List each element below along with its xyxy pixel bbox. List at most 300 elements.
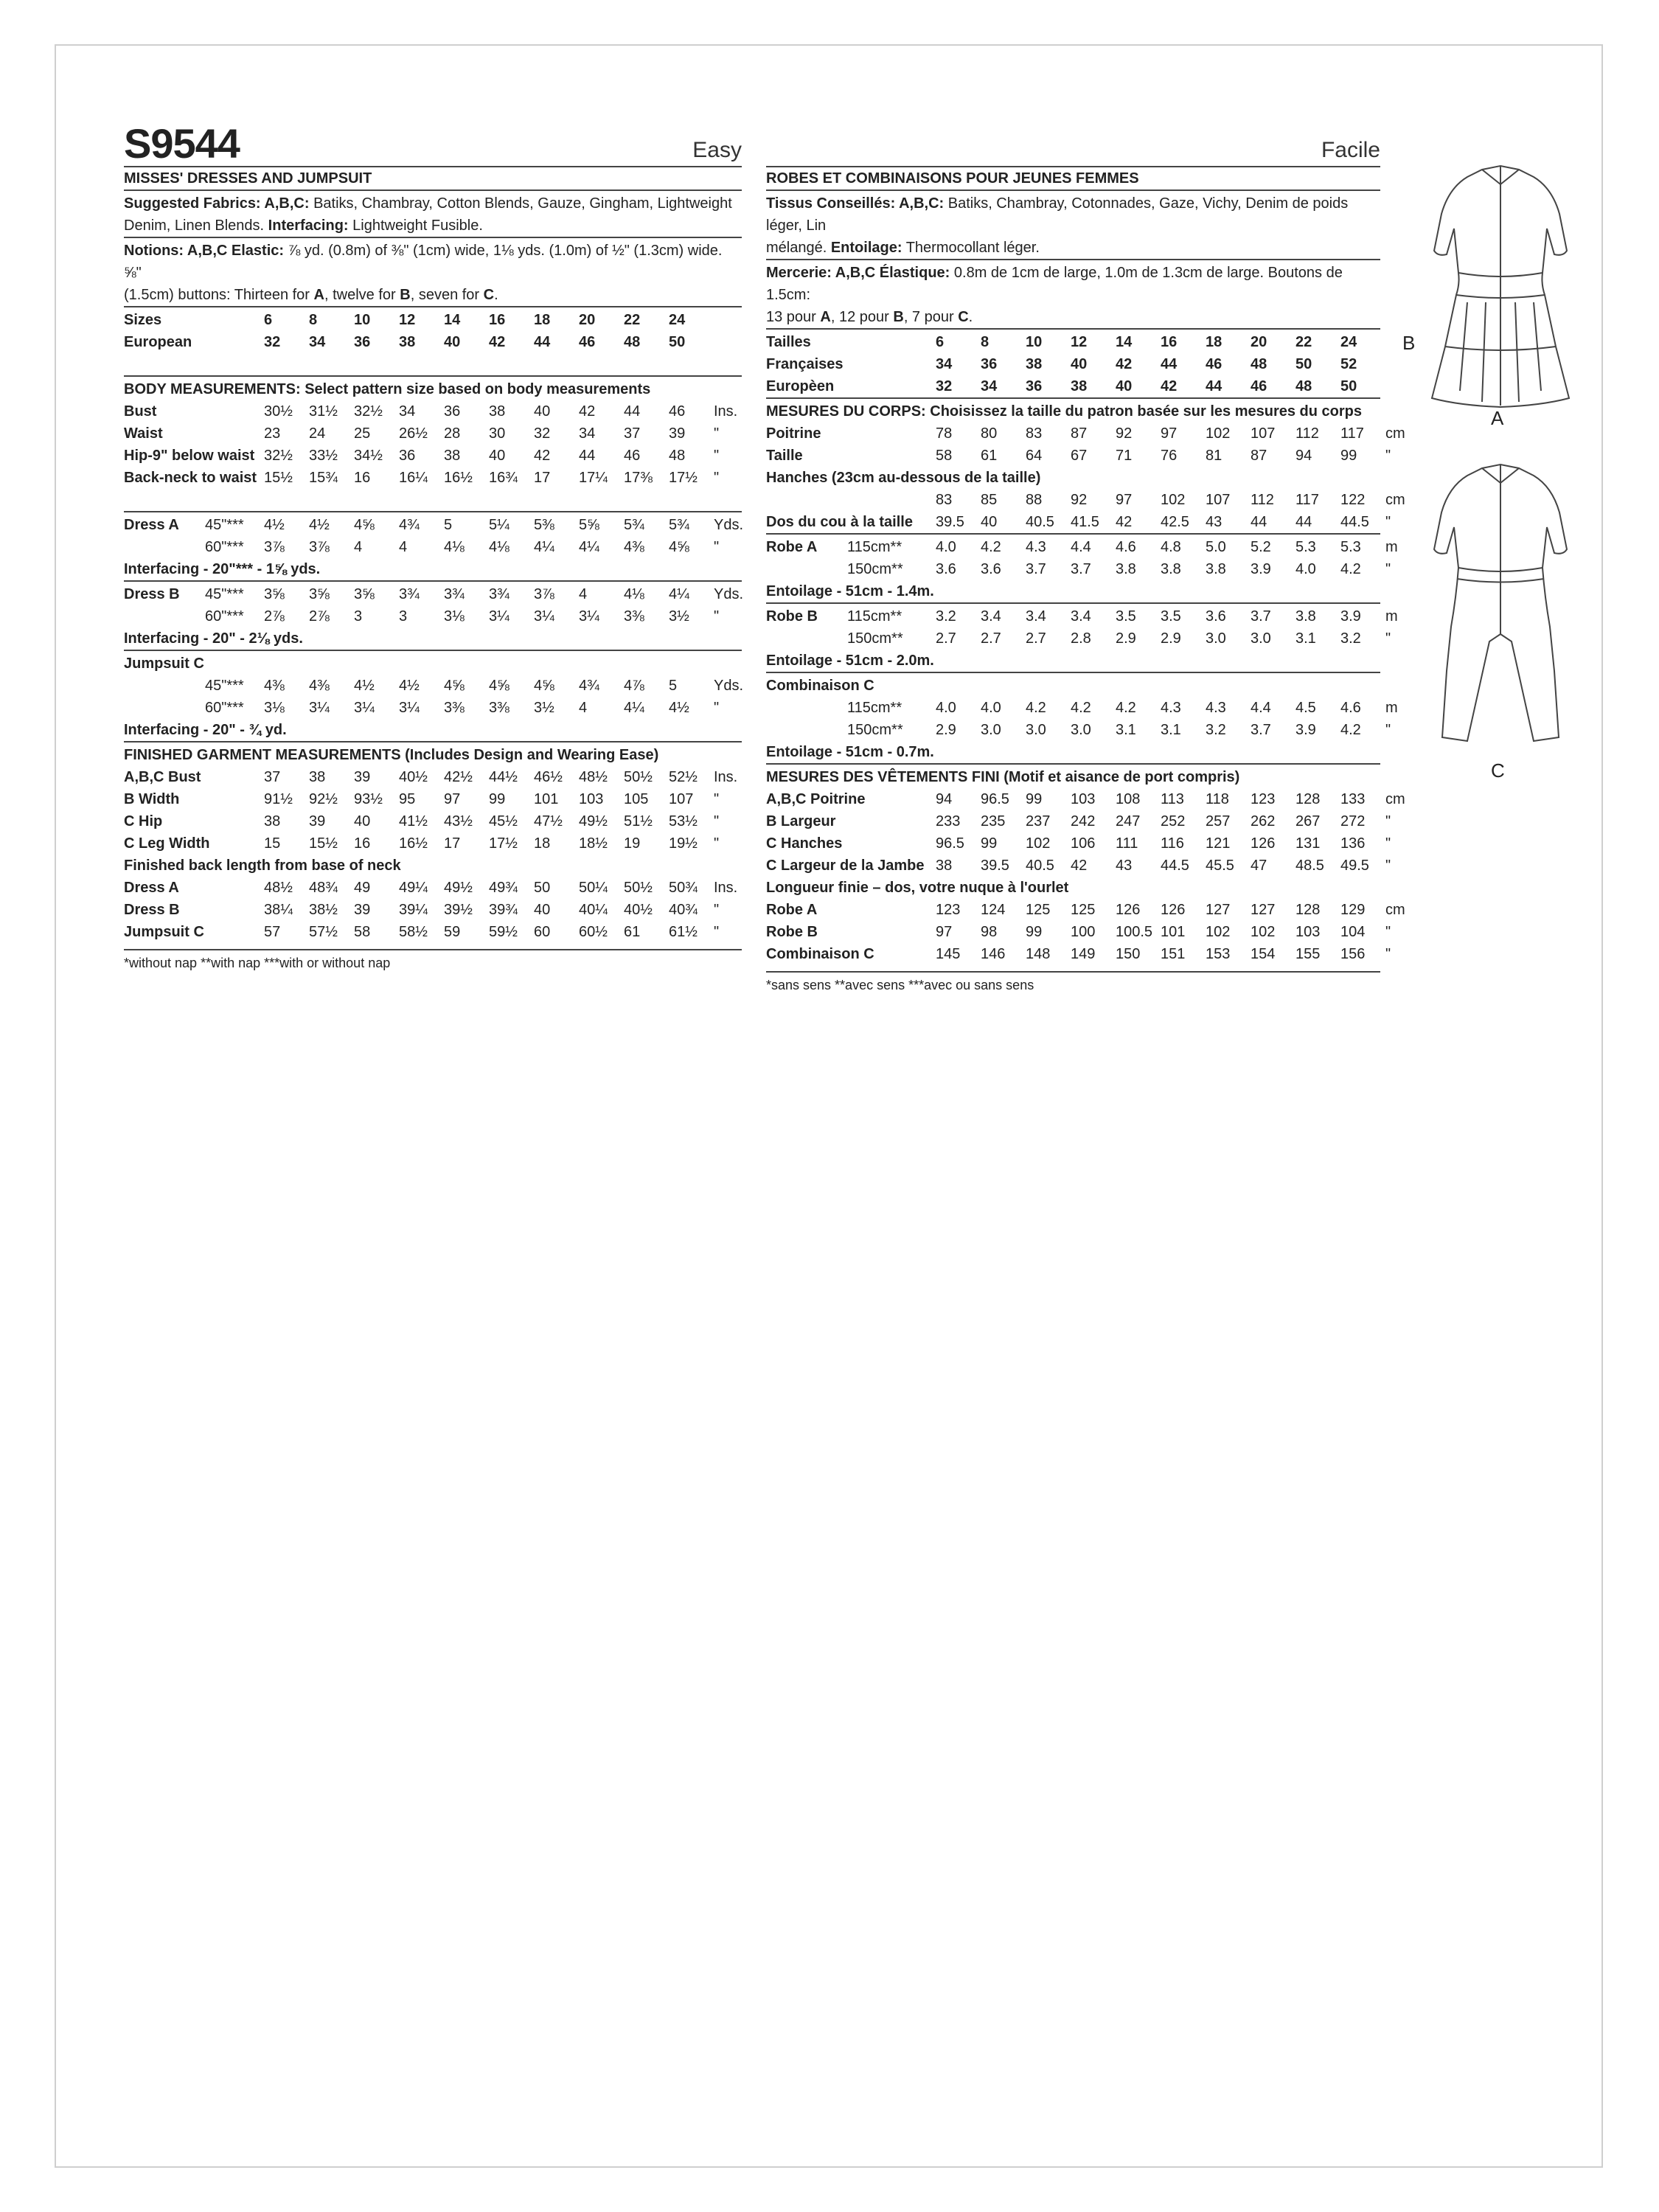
yardage-value: 4.4: [1251, 700, 1271, 716]
row-label: Robe A: [766, 902, 818, 918]
row-unit: Ins.: [714, 880, 738, 896]
row-value: 50½: [624, 880, 653, 896]
row-value: 46: [1206, 356, 1222, 372]
row-unit: ": [1385, 514, 1391, 530]
jumpsuit-c-45-row: [205, 675, 743, 697]
yardage-value: 4⅜: [309, 678, 330, 694]
row-value: 6: [936, 334, 945, 350]
body-measurements-table: [124, 375, 742, 489]
robe-b-label: Robe B: [766, 608, 818, 625]
row-value: 39.5: [981, 858, 1009, 874]
back-length-title-fr: Longueur finie – dos, votre nuque à l'ourlet: [766, 880, 1069, 896]
yardage-value: 3¼: [399, 700, 420, 716]
dress-b-interfacing: Interfacing - 20" - 2⅛ yds.: [124, 630, 303, 647]
row-value: 34: [981, 378, 998, 394]
row-value: 156: [1340, 946, 1366, 962]
row-label: Combinaison C: [766, 946, 874, 962]
row-value: 127: [1206, 902, 1231, 918]
row-value: 40¼: [579, 902, 608, 918]
row-value: 32½: [354, 403, 383, 420]
row-value: 17½: [669, 470, 698, 486]
row-unit: cm: [1385, 425, 1405, 442]
row-value: 99: [981, 835, 998, 852]
row-value: 38¼: [264, 902, 293, 918]
hanches-title: Hanches (23cm au-dessous de la taille): [766, 470, 1041, 486]
yardage-value: 4.0: [1295, 561, 1316, 577]
fabric-width: 150cm**: [847, 561, 903, 577]
yardage-value: 4¾: [579, 678, 599, 694]
row-value: 44.5: [1161, 858, 1189, 874]
row-value: 48.5: [1295, 858, 1324, 874]
row-value: 10: [1026, 334, 1043, 350]
row-value: 125: [1071, 902, 1096, 918]
yardage-value: 5.3: [1340, 539, 1361, 555]
tailles-row: [766, 331, 1380, 353]
row-value: 148: [1026, 946, 1051, 962]
yardage-value: 3⅝: [354, 586, 375, 602]
row-value: 34: [309, 334, 326, 350]
yardage-value: 3⅞: [309, 539, 330, 555]
table-row: [766, 511, 1391, 533]
yardage-value: 4⅜: [624, 539, 644, 555]
robe-a-yardage: [766, 533, 1398, 602]
row-value: 39: [669, 425, 686, 442]
difficulty-level-fr: Facile: [1321, 138, 1380, 162]
row-value: 125: [1026, 902, 1051, 918]
row-value: 37: [624, 425, 641, 442]
row-value: 14: [444, 312, 461, 328]
fabric-width: 150cm**: [847, 722, 903, 738]
yardage-value: 4.6: [1116, 539, 1136, 555]
notions-section: [124, 237, 742, 306]
row-value: 111: [1116, 835, 1138, 852]
row-value: 38: [489, 403, 506, 420]
row-value: 59: [444, 924, 461, 940]
row-value: 107: [669, 791, 694, 807]
dress-a-interfacing: Interfacing - 20"*** - 1⅝ yds.: [124, 561, 321, 577]
yardage-value: 4½: [264, 517, 285, 533]
row-value: 36: [1026, 378, 1043, 394]
yardage-value: 3.8: [1295, 608, 1316, 625]
footnote: *without nap **with nap ***with or without nap: [124, 949, 742, 974]
row-value: 96.5: [981, 791, 1009, 807]
yardage-value: 2.9: [1116, 630, 1136, 647]
row-label: Tailles: [766, 334, 811, 350]
row-value: 53½: [669, 813, 698, 830]
yardage-value: 3⅝: [309, 586, 330, 602]
row-value: 58½: [399, 924, 428, 940]
row-value: 92: [1071, 492, 1088, 508]
row-value: 121: [1206, 835, 1231, 852]
row-value: 38: [1071, 378, 1088, 394]
yardage-value: 3.0: [1071, 722, 1091, 738]
jumpsuit-sketch: [1434, 465, 1567, 741]
row-value: 149: [1071, 946, 1096, 962]
row-label: Taille: [766, 448, 803, 464]
row-value: 38: [309, 769, 326, 785]
row-value: 131: [1295, 835, 1321, 852]
robe-a-label: Robe A: [766, 539, 818, 555]
row-value: 44: [1161, 356, 1178, 372]
yardage-value: 4½: [669, 700, 689, 716]
row-value: 17¼: [579, 470, 608, 486]
row-value: 116: [1161, 835, 1184, 852]
row-value: 39½: [444, 902, 473, 918]
yardage-value: 2.7: [981, 630, 1001, 647]
notions-text-2a-fr: 13 pour: [766, 309, 821, 325]
yardage-value: 3¼: [309, 700, 330, 716]
yardage-value: 4: [579, 700, 588, 716]
row-value: 39¾: [489, 902, 518, 918]
row-value: 60½: [579, 924, 608, 940]
row-value: 50: [534, 880, 551, 896]
row-value: 237: [1026, 813, 1051, 830]
row-value: 50¾: [669, 880, 698, 896]
fabrics-text-2: Denim, Linen Blends.: [124, 218, 268, 234]
yardage-value: 3⅛: [444, 608, 465, 625]
yardage-value: 4¾: [399, 517, 420, 533]
row-value: 22: [624, 312, 641, 328]
body-measurement-rows-fr: [766, 422, 1405, 467]
difficulty-level: Easy: [692, 138, 742, 162]
yardage-value: 2⅞: [264, 608, 285, 625]
row-value: 20: [579, 312, 596, 328]
row-value: 133: [1340, 791, 1366, 807]
row-value: 46: [624, 448, 641, 464]
row-value: 57½: [309, 924, 338, 940]
row-value: 113: [1161, 791, 1184, 807]
row-value: 48: [624, 334, 641, 350]
fabric-width: 45"***: [205, 586, 244, 602]
row-value: 272: [1340, 813, 1366, 830]
table-row: [124, 467, 742, 489]
yardage-value: 4.0: [981, 700, 1001, 716]
fabric-width: 150cm**: [847, 630, 903, 647]
row-value: 20: [1251, 334, 1267, 350]
row-unit: Ins.: [714, 403, 738, 420]
row-value: 17½: [489, 835, 518, 852]
row-value: 49½: [444, 880, 473, 896]
row-value: 87: [1071, 425, 1088, 442]
table-row: [124, 877, 742, 899]
row-unit: ": [714, 470, 720, 486]
yardage-unit: ": [714, 608, 720, 625]
yardage-value: 4½: [354, 678, 375, 694]
european-sizes-row: [124, 331, 742, 353]
row-value: 34: [936, 356, 953, 372]
row-unit: cm: [1385, 492, 1405, 508]
table-row: [124, 832, 742, 855]
pattern-code: S9544: [124, 120, 240, 167]
row-value: 42: [534, 448, 551, 464]
finished-measurements-title: FINISHED GARMENT MEASUREMENTS (Includes Design and Wearing Ease): [124, 747, 659, 763]
finished-measurement-rows: [124, 766, 742, 855]
notions-view-b-fr: B: [893, 309, 904, 325]
row-label: Poitrine: [766, 425, 821, 442]
body-measurements-table-fr: [766, 397, 1405, 533]
dress-a-45-row: [205, 514, 743, 536]
row-value: 41½: [399, 813, 428, 830]
row-value: 101: [1161, 924, 1186, 940]
view-c-label: C: [1491, 759, 1505, 782]
row-value: 25: [354, 425, 371, 442]
row-value: 40: [354, 813, 371, 830]
row-value: 41.5: [1071, 514, 1099, 530]
row-value: 48: [1251, 356, 1267, 372]
fabrics-text: Batiks, Chambray, Cotton Blends, Gauze, Gingham, Lightweight: [309, 195, 732, 212]
row-value: 33½: [309, 448, 338, 464]
row-value: 16: [354, 835, 371, 852]
row-value: 34½: [354, 448, 383, 464]
yardage-value: 4.6: [1340, 700, 1361, 716]
row-value: 48: [1295, 378, 1312, 394]
row-value: 47½: [534, 813, 563, 830]
row-value: 97: [936, 924, 953, 940]
yardage-unit: Yds.: [714, 586, 744, 602]
yardage-value: 3¾: [489, 586, 509, 602]
row-value: 39¼: [399, 902, 428, 918]
row-value: 78: [936, 425, 953, 442]
row-value: 85: [981, 492, 998, 508]
fabric-width: 60"***: [205, 539, 244, 555]
row-unit: cm: [1385, 902, 1405, 918]
fabric-width: 115cm**: [847, 608, 902, 625]
yardage-value: 3.2: [1340, 630, 1361, 647]
row-label: B Width: [124, 791, 180, 807]
row-value: 45.5: [1206, 858, 1234, 874]
row-value: 39: [354, 902, 371, 918]
row-value: 36: [444, 403, 461, 420]
row-value: 145: [936, 946, 961, 962]
yardage-value: 4.4: [1071, 539, 1091, 555]
row-value: 15½: [264, 470, 293, 486]
row-label: Robe B: [766, 924, 818, 940]
row-value: 235: [981, 813, 1006, 830]
yardage-value: 4.0: [936, 700, 956, 716]
yardage-value: 3.6: [936, 561, 956, 577]
yardage-value: 4⅝: [669, 539, 689, 555]
notions-view-b: B: [400, 287, 411, 303]
row-value: 44: [1295, 514, 1312, 530]
row-value: 103: [1071, 791, 1096, 807]
body-measurements-title-fr: MESURES DU CORPS: Choisissez la taille du patron basée sur les mesures du corps: [766, 403, 1363, 420]
yardage-value: 3½: [669, 608, 689, 625]
yardage-value: 5.2: [1251, 539, 1271, 555]
francaises-row: [766, 353, 1380, 375]
row-value: 93½: [354, 791, 383, 807]
row-value: 50: [1295, 356, 1312, 372]
yardage-unit: ": [714, 700, 720, 716]
row-value: 107: [1251, 425, 1276, 442]
row-value: 42: [1116, 356, 1133, 372]
row-value: 40: [534, 902, 551, 918]
fabric-width: 115cm**: [847, 700, 902, 716]
fabric-width: 45"***: [205, 678, 244, 694]
yardage-value: 2⅞: [309, 608, 330, 625]
row-value: 49½: [579, 813, 608, 830]
row-value: 123: [1251, 791, 1276, 807]
yardage-value: 4: [354, 539, 363, 555]
row-value: 40: [489, 448, 506, 464]
row-value: 16: [354, 470, 371, 486]
row-value: 92: [1116, 425, 1133, 442]
table-row: [124, 766, 742, 788]
yardage-value: 3.5: [1161, 608, 1181, 625]
row-value: 38: [399, 334, 416, 350]
fabrics-section-fr: [766, 189, 1380, 259]
row-label: Waist: [124, 425, 163, 442]
row-unit: ": [714, 835, 720, 852]
yardage-value: 3⅜: [489, 700, 509, 716]
fabrics-label: Suggested Fabrics: A,B,C:: [124, 195, 310, 212]
row-value: 52: [1340, 356, 1357, 372]
yardage-unit: Yds.: [714, 678, 744, 694]
combinaison-c-yardage: [766, 672, 1398, 763]
row-value: 10: [354, 312, 371, 328]
table-row: [766, 855, 1391, 877]
yardage-value: 4⅜: [264, 678, 285, 694]
sizes-table-fr: [766, 328, 1380, 397]
table-row: [124, 921, 742, 943]
row-unit: Ins.: [714, 769, 738, 785]
jumpsuit-c-label: Jumpsuit C: [124, 655, 204, 672]
body-measurements-title: BODY MEASUREMENTS: Select pattern size based on body measurements: [124, 381, 651, 397]
yardage-value: 3.9: [1295, 722, 1316, 738]
row-value: 49.5: [1340, 858, 1369, 874]
row-value: 43: [1116, 858, 1133, 874]
row-value: 105: [624, 791, 649, 807]
jumpsuit-c-60-row: [205, 697, 743, 719]
row-value: 18: [1206, 334, 1222, 350]
yardage-value: 3.7: [1251, 722, 1271, 738]
yardage-value: 4½: [399, 678, 420, 694]
row-unit: ": [1385, 858, 1391, 874]
yardage-value: 3⅛: [264, 700, 285, 716]
yardage-value: 3¾: [444, 586, 465, 602]
hanches-row: [766, 489, 1405, 511]
yardage-value: 3: [399, 608, 408, 625]
back-length-rows-fr: [766, 899, 1405, 965]
row-value: 44: [1206, 378, 1222, 394]
yardage-value: 3⅜: [624, 608, 644, 625]
row-value: 38½: [309, 902, 338, 918]
row-value: 59½: [489, 924, 518, 940]
table-row: [766, 810, 1391, 832]
yardage-value: 3.8: [1161, 561, 1181, 577]
row-unit: ": [714, 902, 720, 918]
yardage-value: 5⅜: [534, 517, 554, 533]
row-value: 107: [1206, 492, 1231, 508]
table-row: [766, 921, 1391, 943]
row-unit: ": [1385, 448, 1391, 464]
row-label: C Hanches: [766, 835, 843, 852]
notions-text-fr: 0.8m de 1cm de large, 1.0m de 1.3cm de large. Boutons de 1.5cm:: [766, 265, 1343, 303]
table-row: [124, 810, 742, 832]
table-row: [766, 788, 1405, 810]
jumpsuit-c-interfacing: Interfacing - 20" - ¾ yd.: [124, 722, 287, 738]
row-label: Europèen: [766, 378, 835, 394]
row-value: 40: [444, 334, 461, 350]
row-value: 40½: [624, 902, 653, 918]
row-value: 37: [264, 769, 281, 785]
row-value: 30½: [264, 403, 293, 420]
row-value: 18: [534, 835, 551, 852]
row-unit: ": [714, 448, 720, 464]
yardage-unit: ": [714, 539, 720, 555]
yardage-value: 4.2: [1340, 561, 1361, 577]
header-fr: [766, 122, 1380, 167]
yardage-value: 3.2: [1206, 722, 1226, 738]
row-value: 12: [1071, 334, 1088, 350]
row-label: Hip-9" below waist: [124, 448, 255, 464]
row-value: 51½: [624, 813, 653, 830]
row-value: 61: [981, 448, 998, 464]
row-value: 61½: [669, 924, 698, 940]
row-value: 12: [399, 312, 416, 328]
row-value: 16½: [399, 835, 428, 852]
row-value: 47: [1251, 858, 1267, 874]
yardage-value: 4⅞: [624, 678, 644, 694]
row-value: 60: [534, 924, 551, 940]
view-a-label: A: [1491, 407, 1504, 429]
yardage-value: 4¼: [579, 539, 599, 555]
row-value: 49¾: [489, 880, 518, 896]
row-value: 46: [579, 334, 596, 350]
row-value: 126: [1251, 835, 1276, 852]
interfacing-label-fr: Entoilage:: [830, 240, 902, 256]
garment-title-fr: ROBES ET COMBINAISONS POUR JEUNES FEMMES: [766, 170, 1139, 187]
row-value: 18½: [579, 835, 608, 852]
table-row: [766, 445, 1391, 467]
row-unit: ": [714, 791, 720, 807]
row-value: 151: [1161, 946, 1186, 962]
yardage-value: 4⅝: [444, 678, 465, 694]
row-label: A,B,C Bust: [124, 769, 201, 785]
dress-b-label: Dress B: [124, 586, 180, 602]
row-value: 16¼: [399, 470, 428, 486]
finished-measurements-table-fr: [766, 763, 1405, 965]
row-label: Jumpsuit C: [124, 924, 204, 940]
table-row: [766, 832, 1391, 855]
yardage-value: 4.2: [1340, 722, 1361, 738]
row-value: 40½: [399, 769, 428, 785]
row-value: 117: [1340, 425, 1364, 442]
row-value: 136: [1340, 835, 1366, 852]
yardage-value: 3.4: [1071, 608, 1091, 625]
row-value: 44.5: [1340, 514, 1369, 530]
yardage-value: 3.2: [936, 608, 956, 625]
row-value: 15½: [309, 835, 338, 852]
row-value: 32½: [264, 448, 293, 464]
row-label: European: [124, 334, 192, 350]
row-value: 103: [579, 791, 604, 807]
row-value: 44½: [489, 769, 518, 785]
fabric-width: 60"***: [205, 608, 244, 625]
yardage-value: 3.8: [1116, 561, 1136, 577]
robe-b-interfacing: Entoilage - 51cm - 2.0m.: [766, 653, 934, 669]
dress-b-45-row: [205, 583, 743, 605]
row-value: 24: [1340, 334, 1357, 350]
row-value: 46: [1251, 378, 1267, 394]
yardage-value: 2.9: [936, 722, 956, 738]
back-length-rows: [124, 877, 742, 943]
yardage-value: 5.0: [1206, 539, 1226, 555]
garment-title: MISSES' DRESSES AND JUMPSUIT: [124, 170, 372, 187]
row-value: 76: [1161, 448, 1178, 464]
notions-text-2b-fr: , 12 pour: [830, 309, 894, 325]
row-value: 128: [1295, 791, 1321, 807]
row-label: Françaises: [766, 356, 844, 372]
